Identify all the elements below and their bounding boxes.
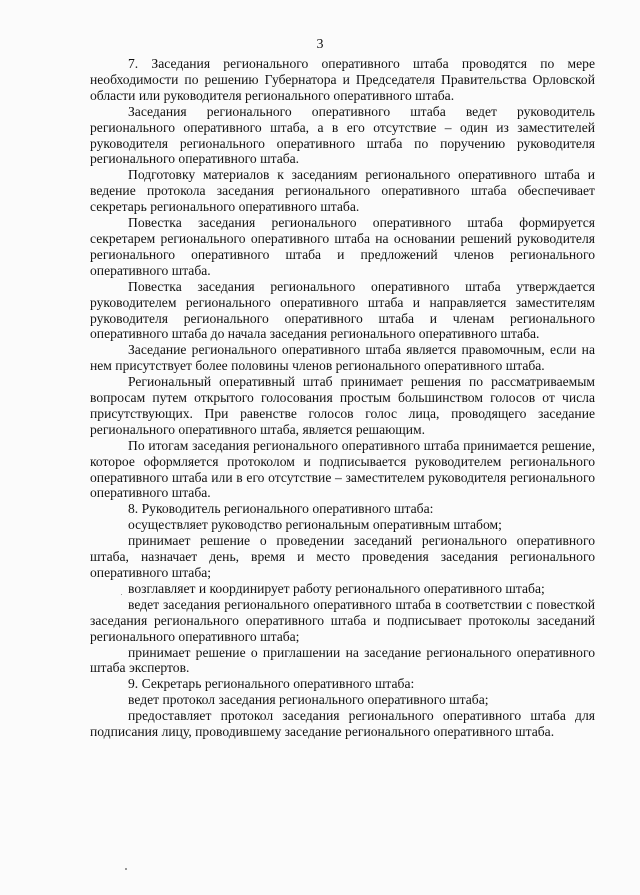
paragraph: Региональный оперативный штаб принимает решения по рассматриваемым вопросам путем открытого голосования простым большинством голосов от числа присутствующих. При равенстве голосов голос лица, проводящего заседание регионального оперативного штаба, является решающим. [90,374,595,437]
paragraph: Повестка заседания регионального оперативного штаба формируется секретарем регионального оперативного штаба на основании решений руководителя регионального оперативного штаба и предложений членов регионального оперативного штаба. [90,215,595,278]
list-item: принимает решение о приглашении на заседание регионального оперативного штаба экспертов. [90,644,595,676]
list-item: возглавляет и координирует работу регионального оперативного штаба; [128,580,545,596]
document-body [90,56,595,740]
scan-speck [121,594,122,595]
paragraph: Заседание регионального оперативного штаба является правомочным, если на нем присутствует более половины членов регионального оперативного штаба. [90,342,595,374]
page-number: 3 [316,37,324,52]
list-item: ведет заседания регионального оперативного штаба в соответствии с повесткой заседания регионального оперативного штаба и подписывает протоколы заседаний регионального оперативного штаба; [90,596,595,644]
paragraph: Повестка заседания регионального оперативного штаба утверждается руководителем регионального оперативного штаба и направляется заместителям руководителя регионального оперативного штаба и членам регионального оперативного штаба до начала заседания регионального оперативного штаба. [90,278,595,342]
paragraph-7-intro: 7. Заседания регионального оперативного штаба проводятся по мере необходимости по решению Губернатора и Председателя Правительства Орловской области или руководителя регионального оперативного штаба. [90,56,595,103]
list-item: осуществляет руководство региональным оперативным штабом; [128,517,502,533]
list-item: ведет протокол заседания регионального оперативного штаба; [128,692,489,708]
paragraph: Заседания регионального оперативного штаба ведет руководитель регионального оперативного штаба, а в его отсутствие – один из заместителей руководителя регионального оперативного штаба по поручению руководителя регионального оперативного штаба. [90,103,595,167]
paragraph: Подготовку материалов к заседаниям регионального оперативного штаба и ведение протокола заседания регионального оперативного штаба обеспечивает секретарь регионального оперативного штаба. [90,167,595,215]
list-item: принимает решение о проведении заседаний регионального оперативного штаба, назначает день, время и место проведения заседания регионального оперативного штаба; [90,533,595,580]
paragraph: По итогам заседания регионального оперативного штаба принимается решение, которое оформляется протоколом и подписывается руководителем регионального оперативного штаба или в его отсутствие – заместителем руководителя регионального оперативного штаба. [90,437,595,501]
scan-speck [125,868,127,870]
list-item: предоставляет протокол заседания регионального оперативного штаба для подписания лицу, проводившему заседание регионального оперативного штаба. [90,708,595,740]
section-8-heading: 8. Руководитель регионального оперативного штаба: [128,501,434,517]
section-9-heading: 9. Секретарь регионального оперативного штаба: [128,676,415,692]
